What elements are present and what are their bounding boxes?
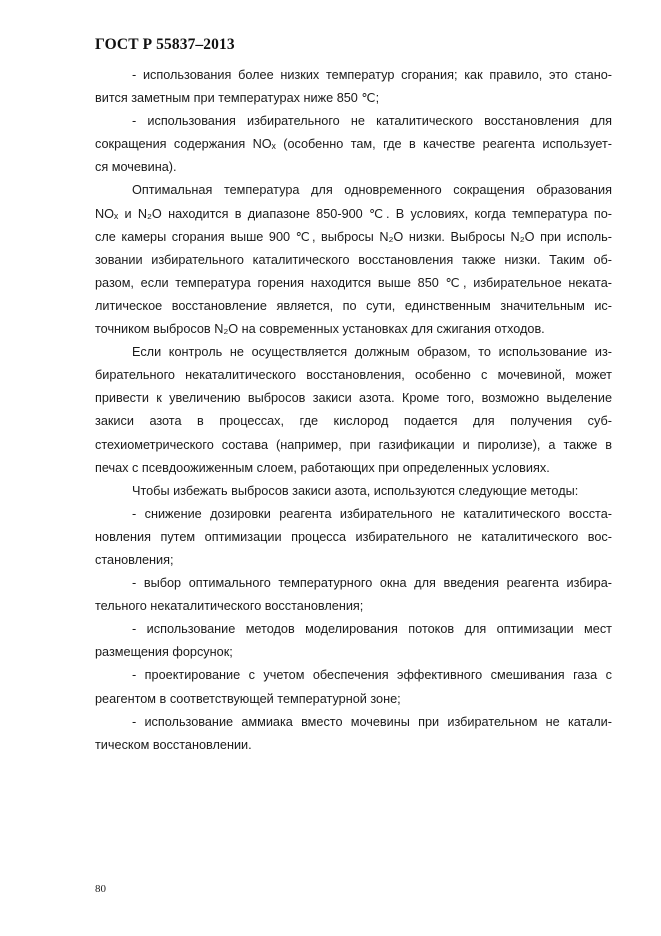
document-body: [95, 64, 612, 757]
text-line: - использование аммиака вместо мочевины при избирательном не катали-: [132, 714, 612, 729]
text-line: новления путем оптимизации процесса избирательного не каталитического вос-: [95, 529, 612, 544]
text-line: точником выбросов N₂O на современных установках для сжигания отходов.: [95, 322, 545, 337]
text-line: зовании избирательного каталитического восстановления также низки. Таким об-: [95, 252, 612, 267]
text-line: тельного некаталитического восстановления;: [95, 599, 364, 614]
page-number: 80: [95, 883, 106, 895]
text-line: реагентом в соответствующей температурной зоне;: [95, 691, 401, 706]
text-line: сокращения содержания NOₓ (особенно там, где в качестве реагента использует-: [95, 137, 612, 152]
text-line: вится заметным при температурах ниже 850 ℃;: [95, 91, 380, 106]
text-line: разом, если температура горения находится выше 850 ℃, избирательное неката-: [95, 275, 612, 290]
text-line: печах с псевдоожиженным слоем, работающих при определенных условиях.: [95, 460, 550, 475]
text-line: бирательного некаталитического восстановления, особенно с мочевиной, может: [95, 368, 612, 383]
text-line: Если контроль не осуществляется должным образом, то использование из-: [132, 345, 612, 360]
text-line: привести к увеличению выбросов закиси азота. Кроме того, возможно выделение: [95, 391, 612, 406]
text-line: - использование методов моделирования потоков для оптимизации мест: [132, 622, 612, 637]
text-line: Оптимальная температура для одновременного сокращения образования: [132, 183, 612, 198]
text-line: сле камеры сгорания выше 900 ℃, выбросы N₂O низки. Выбросы N₂O при исполь-: [95, 229, 612, 244]
text-line: - выбор оптимального температурного окна для введения реагента избира-: [132, 576, 612, 591]
text-line: становления;: [95, 552, 174, 567]
text-line: литическое восстановление является, по сути, единственным значительным ис-: [95, 298, 612, 313]
text-line: Чтобы избежать выбросов закиси азота, используются следующие методы:: [132, 483, 579, 498]
text-line: закиси азота в процессах, где кислород подается для получения суб-: [95, 414, 612, 429]
text-line: стехиометрического состава (например, при газификации и пиролизе), а также в: [95, 437, 612, 452]
document-header: ГОСТ Р 55837–2013: [95, 36, 235, 53]
text-line: NOₓ и N₂O находится в диапазоне 850-900 ℃. В условиях, когда температура по-: [95, 206, 612, 221]
text-line: размещения форсунок;: [95, 645, 233, 660]
text-line: - использования более низких температур сгорания; как правило, это стано-: [132, 68, 612, 82]
text-line: тическом восстановлении.: [95, 737, 252, 752]
text-line: - использования избирательного не каталитического восстановления для: [132, 114, 612, 129]
text-line: ся мочевина).: [95, 160, 177, 175]
text-line: - проектирование с учетом обеспечения эффективного смешивания газа с: [132, 668, 612, 683]
text-line: - снижение дозировки реагента избирательного не каталитического восста-: [132, 506, 612, 521]
